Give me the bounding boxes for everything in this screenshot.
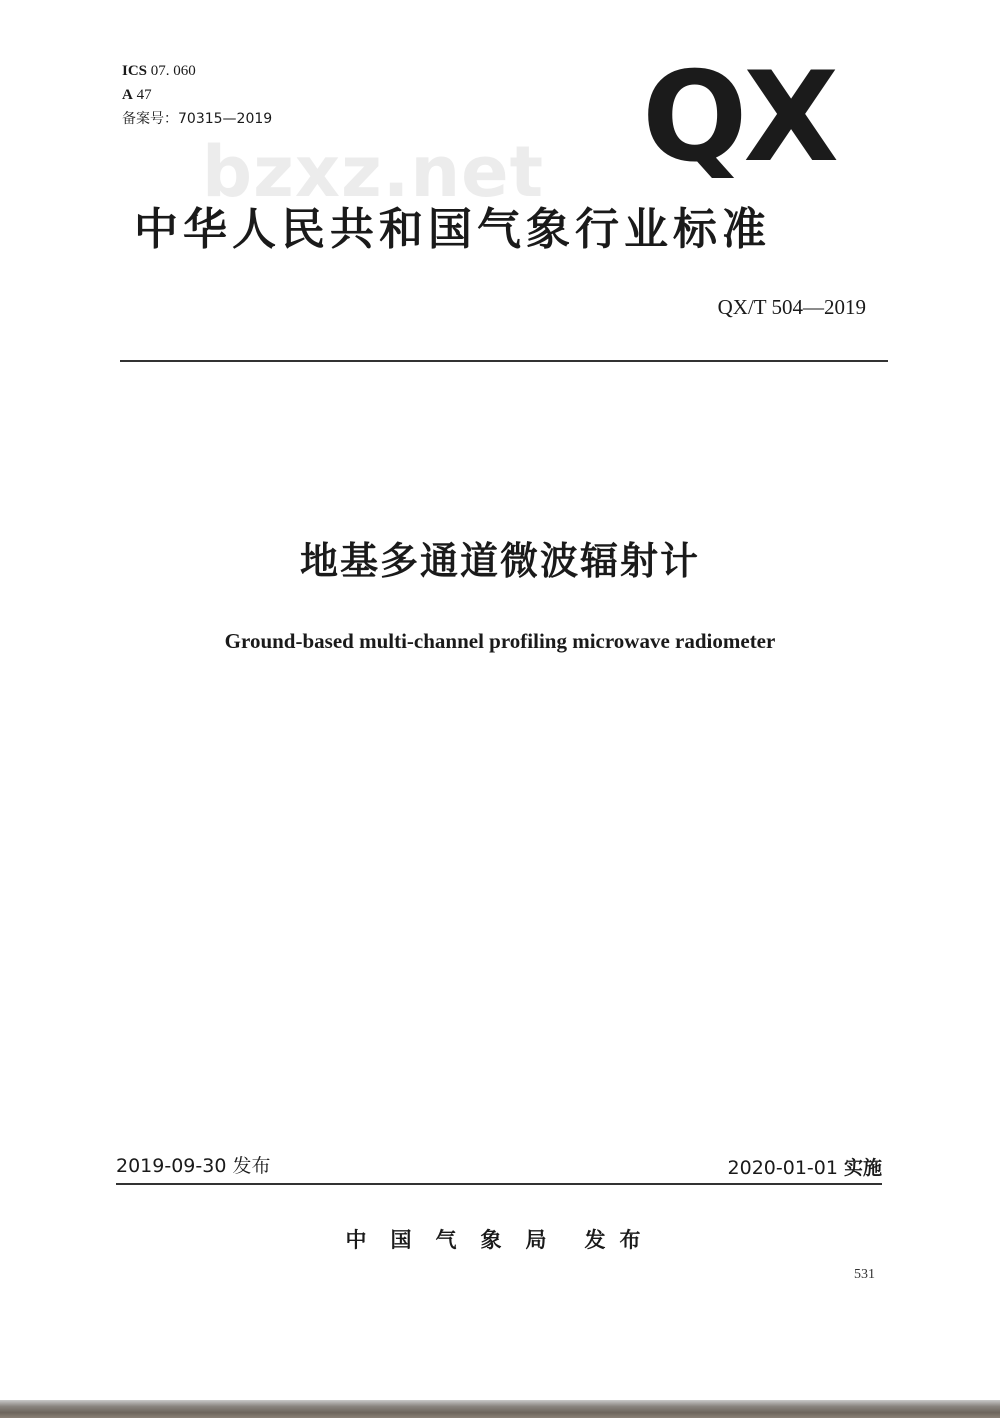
effective-date <box>728 1154 882 1182</box>
ccs-line <box>122 86 152 104</box>
publisher-action: 发布 <box>584 1228 655 1252</box>
industry-standard-title: 中华人民共和国气象行业标准 <box>134 204 771 255</box>
ccs-letter: A <box>122 87 133 103</box>
issue-date-value: 2019-09-30 <box>116 1155 227 1177</box>
standard-number: QX/T 504—2019 <box>717 295 866 319</box>
qx-logo: QX <box>642 46 836 190</box>
ics-label: ICS <box>122 63 148 79</box>
issue-date <box>116 1152 270 1180</box>
ccs-code: 47 <box>136 87 152 103</box>
page-number: 531 <box>854 1267 875 1282</box>
issue-date-label: 发布 <box>232 1155 271 1177</box>
document-title-english: Ground-based multi-channel profiling microwave radiometer <box>224 629 776 653</box>
top-divider <box>120 360 888 362</box>
record-line <box>122 110 272 128</box>
ics-line <box>122 62 196 80</box>
bottom-divider <box>116 1183 882 1185</box>
effective-date-label: 实施 <box>843 1157 882 1179</box>
publisher-line <box>0 1224 1000 1256</box>
ics-code: 07. 060 <box>150 63 196 79</box>
document-title-chinese: 地基多通道微波辐射计 <box>299 539 700 583</box>
effective-date-value: 2020-01-01 <box>727 1157 838 1179</box>
record-label: 备案号： <box>122 111 178 127</box>
publisher-organization: 中国气象局 <box>345 1228 571 1252</box>
record-number: 70315—2019 <box>178 111 273 127</box>
scan-edge <box>0 1400 1000 1418</box>
watermark: bzxz.net <box>202 131 545 213</box>
